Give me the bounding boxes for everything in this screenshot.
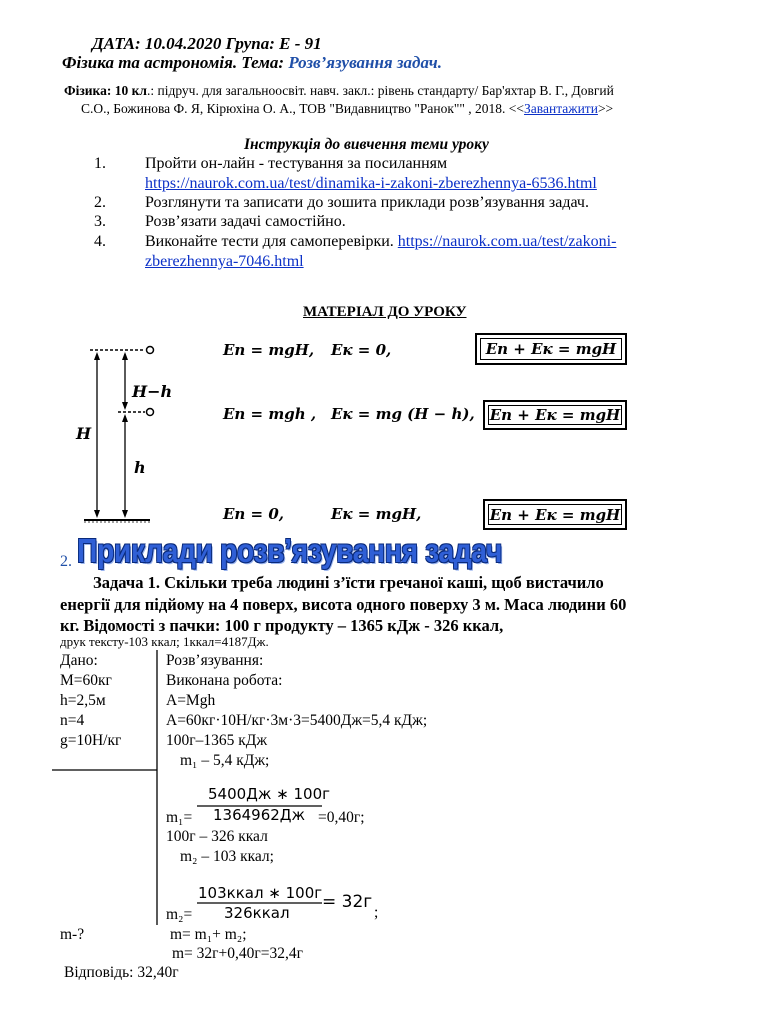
row3-ep: Eп = 0,	[223, 505, 285, 523]
instructions-title: Інструкція до вивчення теми уроку	[244, 136, 489, 153]
source-prefix: Фізика: 10 кл	[64, 83, 147, 98]
row1-ep: Eп = mgH,	[223, 341, 315, 359]
instr-text-3: Розв’язати задачі самостійно.	[145, 213, 346, 230]
row2-ep: Eп = mgh ,	[223, 405, 317, 423]
instr-link-4a[interactable]: https://naurok.com.ua/test/zakoni-	[397, 233, 617, 250]
task1-line3: кг. Відомості з пачки: 100 г продукту – 1365 кДж - 326 ккал,	[60, 616, 504, 635]
label-h: h	[134, 458, 146, 477]
f2-denominator: 326ккал	[224, 904, 290, 922]
given-height: h=2,5м	[60, 692, 106, 709]
row3-ek: Eк = mgH,	[331, 505, 422, 523]
solution-l9: m= 32г+0,40г=32,4г	[172, 945, 303, 962]
solution-l6: 100г – 326 ккал	[166, 828, 268, 845]
material-title: МАТЕРІАЛ ДО УРОКУ	[303, 304, 467, 320]
row1-ek: Eк = 0,	[331, 341, 392, 359]
examples-banner: Приклади розв’язування задач	[77, 532, 503, 569]
answer: Відповідь: 32,40г	[64, 964, 179, 981]
instr-text-4-label: Виконайте тести для самоперевірки.	[145, 233, 394, 250]
label-H-minus-h: H−h	[132, 382, 173, 401]
instr-num-2: 2.	[94, 194, 106, 211]
solution-l3: A=60кг·10Н/кг·3м·3=5400Дж=5,4 кДж;	[166, 712, 428, 729]
examples-number: 2.	[60, 553, 72, 570]
row2-ek: Eк = mg (H − h),	[331, 405, 475, 423]
instr-num-3: 3.	[94, 213, 106, 230]
source-line2-text: С.О., Божинова Ф. Я, Кірюхіна О. А., ТОВ "Видавництво "Ранок"" , 2018. <<	[81, 101, 525, 116]
row3-total: Eп + Eк = mgH	[489, 505, 621, 524]
topic-title: Розв’язування задач.	[288, 53, 442, 72]
instr-text-1: Пройти он-лайн - тестування за посиланням	[145, 155, 448, 172]
given-floors: n=4	[60, 712, 85, 729]
solution-l4: 100г–1365 кДж	[166, 732, 268, 749]
source-rest: .: підруч. для загальноосвіт. навч. закл.: рівень стандарту/ Бар'яхтар В. Г., Довгий	[146, 83, 614, 98]
subject-prefix: Фізика та астрономія. Тема:	[62, 53, 289, 72]
solution-l5: m₁ – 5,4 кДж;	[180, 752, 270, 769]
f1-lhs: m₁=	[166, 809, 193, 826]
solution-title: Розв’язування:	[166, 652, 264, 669]
instr-link-1[interactable]: https://naurok.com.ua/test/dinamika-i-zakoni-zberezhennya-6536.html	[145, 175, 597, 192]
f2-numerator: 103ккал ∗ 100г	[198, 884, 323, 902]
f1-numerator: 5400Дж ∗ 100г	[208, 785, 331, 803]
instr-num-4: 4.	[94, 233, 106, 250]
solution-l2: A=Mgh	[166, 692, 216, 709]
f2-end: ;	[374, 904, 379, 921]
solution-l7: m₂ – 103 ккал;	[180, 848, 274, 865]
row1-total: Eп + Eк = mgH	[485, 340, 617, 358]
f1-denominator: 1364962Дж	[213, 806, 306, 824]
solution-l1: Виконана робота:	[166, 672, 283, 689]
task1-note: друк тексту-103 ккал; 1ккал=4187Дж.	[60, 634, 269, 649]
find-label: m-?	[60, 926, 85, 943]
instr-num-1: 1.	[94, 155, 106, 172]
row2-total: Eп + Eк = mgH	[489, 406, 621, 424]
source-line2-end: >>	[597, 101, 614, 116]
download-link[interactable]: Завантажити	[524, 101, 598, 116]
instr-link-4b[interactable]: zberezhennya-7046.html	[145, 253, 304, 270]
label-H: H	[76, 424, 92, 443]
given-title: Дано:	[60, 652, 98, 669]
f2-result: = 32г	[322, 892, 373, 912]
f2-lhs: m₂=	[166, 906, 193, 923]
task1-line1: Задача 1. Скільки треба людині з’їсти гречаної каші, щоб вистачило	[93, 573, 604, 592]
instr-text-2: Розглянути та записати до зошита приклади розв’язування задач.	[145, 194, 589, 211]
f1-result: =0,40г;	[318, 809, 365, 826]
date-group-line: ДАТА: 10.04.2020 Група: Е - 91	[92, 34, 322, 53]
given-g: g=10Н/кг	[60, 732, 122, 749]
solution-l8: m= m₁+ m₂;	[170, 926, 247, 943]
given-mass: М=60кг	[60, 672, 112, 689]
task1-line2: енергії для підйому на 4 поверх, висота одного поверху 3 м. Маса людини 60	[60, 595, 627, 614]
